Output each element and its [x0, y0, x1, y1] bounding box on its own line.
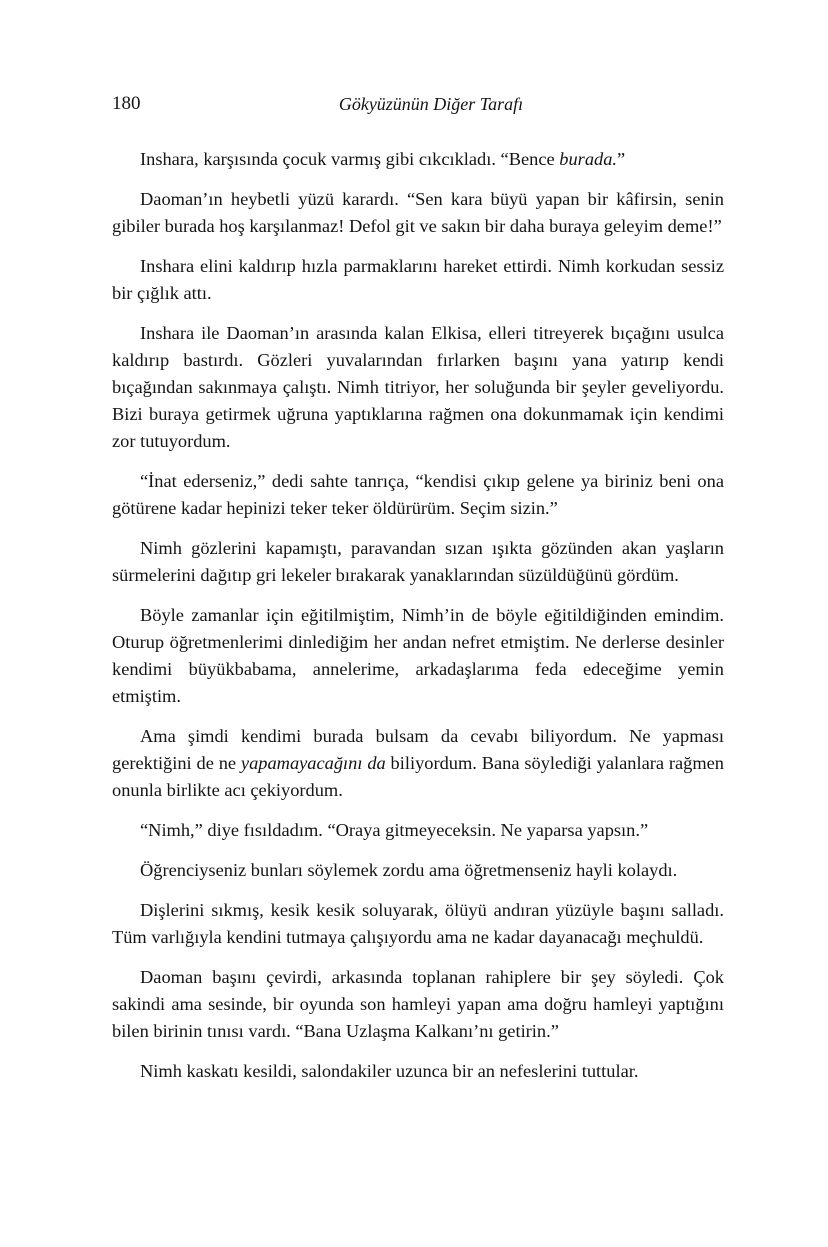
paragraph: [112, 723, 724, 804]
paragraph: [112, 320, 724, 455]
paragraph: [112, 964, 724, 1045]
paragraph-text: biliyordum. Bana söylediği yalanlara rağmen onunla birlikte acı çekiyordum.: [112, 753, 724, 800]
paragraph: [112, 468, 724, 522]
paragraph: [112, 253, 724, 307]
paragraph-text: “Nimh,” diye fısıldadım. “Oraya gitmeyeceksin. Ne yaparsa yapsın.”: [140, 820, 649, 840]
paragraph-text: Daoman’ın heybetli yüzü karardı. “Sen kara büyü yapan bir kâfirsin, senin gibiler burada hoş karşılanmaz! Defol git ve sakın bir daha buraya geleyim deme!”: [112, 189, 724, 236]
paragraph-text: Nimh kaskatı kesildi, salondakiler uzunca bir an nefeslerini tuttular.: [140, 1061, 639, 1081]
paragraph-text: Daoman başını çevirdi, arkasında toplanan rahiplere bir şey söyledi. Çok sakindi ama sesinde, bir oyunda son hamleyi yapan ama doğru hamleyi yaptığını bilen birinin tınısı vardı. “Bana Uzlaşma Kalkanı’nı getirin.”: [112, 967, 724, 1041]
paragraph: [112, 146, 724, 173]
paragraph-text: Öğrenciyseniz bunları söylemek zordu ama öğretmenseniz hayli kolaydı.: [140, 860, 678, 880]
paragraph-text: ”: [617, 149, 626, 169]
paragraph: [112, 897, 724, 951]
paragraph: [112, 817, 724, 844]
italic-text: yapamayacağını da: [240, 753, 386, 773]
text-body: [112, 146, 724, 1098]
page-number: 180: [112, 93, 141, 114]
paragraph: [112, 857, 724, 884]
paragraph-text: Inshara, karşısında çocuk varmış gibi cıkcıkladı. “Bence: [140, 149, 560, 169]
paragraph-text: Inshara ile Daoman’ın arasında kalan Elkisa, elleri titreyerek bıçağını usulca kaldırıp bastırdı. Gözleri yuvalarından fırlarken başını yana yatırıp kendi bıçağından sakınmaya çalıştı. Nimh titriyor, her soluğunda bir şeyler geveliyordu. Bizi buraya getirmek uğruna yaptıklarına rağmen ona dokunmamak için kendimi zor tutuyordum.: [112, 323, 724, 451]
running-title: Gökyüzünün Diğer Tarafı: [338, 94, 524, 114]
paragraph-text: Nimh gözlerini kapamıştı, paravandan sızan ışıkta gözünden akan yaşların sürmelerini dağıtıp gri lekeler bırakarak yanaklarından süzüldüğünü gördüm.: [112, 538, 724, 585]
paragraph-text: Ama şimdi kendimi burada bulsam da cevabı biliyordum. Ne yapması gerektiğini de ne: [112, 726, 724, 773]
paragraph: [112, 186, 724, 240]
paragraph-text: “İnat ederseniz,” dedi sahte tanrıça, “kendisi çıkıp gelene ya biriniz beni ona götürene kadar hepinizi teker teker öldürürüm. Seçim sizin.”: [112, 471, 724, 518]
paragraph-text: Inshara elini kaldırıp hızla parmaklarını hareket ettirdi. Nimh korkudan sessiz bir çığlık attı.: [112, 256, 724, 303]
paragraph: [112, 602, 724, 710]
paragraph-text: Böyle zamanlar için eğitilmiştim, Nimh’in de böyle eğitildiğinden emindim. Oturup öğretmenlerimi dinlediğim her andan nefret etmiştim. Ne derlerse desinler kendimi büyükbabama, annelerime, arkadaşlarıma feda edeceğime yemin etmiştim.: [112, 605, 724, 706]
paragraph: [112, 535, 724, 589]
page-header: [110, 92, 722, 122]
italic-text: burada.: [559, 149, 618, 169]
paragraph-text: Dişlerini sıkmış, kesik kesik soluyarak, ölüyü andıran yüzüyle başını salladı. Tüm varlığıyla kendini tutmaya çalışıyordu ama ne kadar dayanacağı meçhuldü.: [112, 900, 724, 947]
paragraph: [112, 1058, 724, 1085]
